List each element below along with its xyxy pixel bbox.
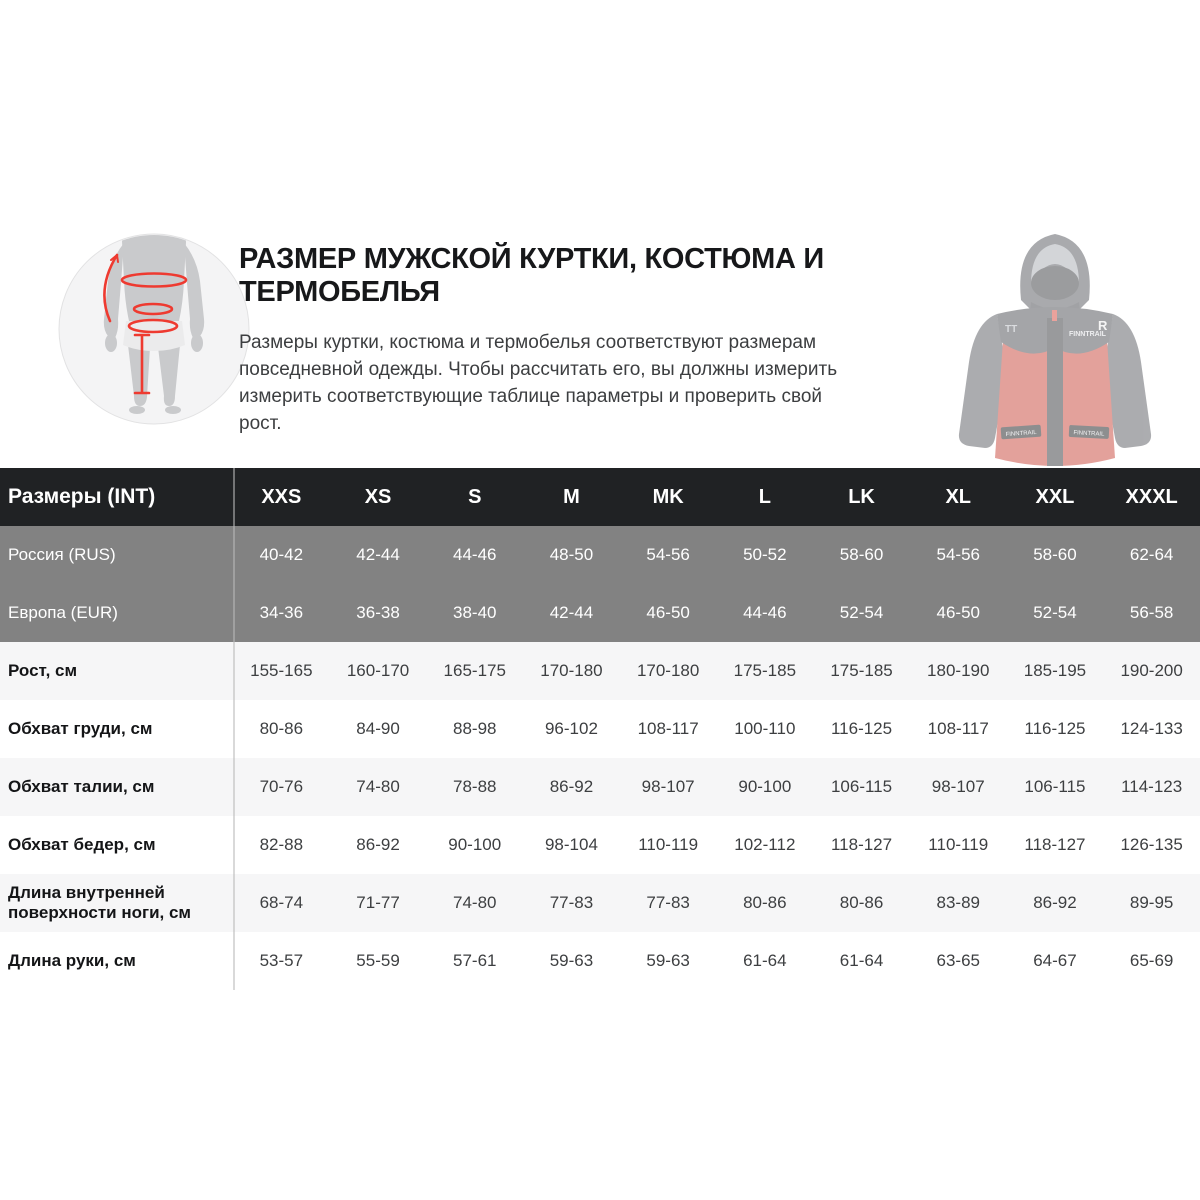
section-title-line: РАЗМЕР МУЖСКОЙ КУРТКИ, КОСТЮМА И [239, 243, 824, 275]
size-value-cell: 54-56 [936, 545, 980, 564]
size-value-cell: 71-77 [356, 893, 400, 912]
size-value-cell: 58-60 [1033, 545, 1077, 564]
size-column-header: XXS [261, 485, 302, 508]
size-value-cell: 106-115 [1024, 777, 1086, 796]
size-value-cell: 160-170 [346, 661, 410, 680]
table-row [0, 526, 1200, 584]
size-value-cell: 116-125 [1024, 719, 1086, 738]
jacket-zip-pull [1052, 310, 1057, 321]
jacket-tt-mark: TT [1005, 324, 1018, 335]
size-column-header: MK [652, 485, 684, 508]
size-value-cell: 46-50 [646, 603, 690, 622]
size-value-cell: 48-50 [549, 545, 594, 564]
pocket-brand-text: FINNTRAIL [1073, 430, 1105, 438]
size-value-cell: 155-165 [250, 661, 313, 680]
size-value-cell: 114-123 [1121, 777, 1183, 796]
size-value-cell: 88-98 [453, 719, 497, 738]
size-value-cell: 82-88 [259, 835, 304, 854]
size-value-cell: 77-83 [549, 893, 594, 912]
section-description [239, 329, 939, 437]
size-table-body [0, 526, 1200, 990]
size-value-cell: 118-127 [1024, 835, 1086, 854]
table-row [0, 700, 1200, 758]
size-value-cell: 190-200 [1120, 661, 1183, 680]
row-label: Длина внутренней поверхности ноги, см [8, 883, 191, 922]
description-line: Размеры куртки, костюма и термобелья соответствуют размерам [239, 332, 817, 353]
size-value-cell: 175-185 [830, 661, 893, 680]
size-value-cell: 86-92 [356, 835, 400, 854]
size-value-cell: 61-64 [839, 951, 884, 970]
size-value-cell: 77-83 [646, 893, 690, 912]
size-value-cell: 180-190 [927, 661, 990, 680]
size-value-cell: 44-46 [743, 603, 787, 622]
size-value-cell: 50-52 [743, 545, 787, 564]
size-value-cell: 98-107 [931, 777, 985, 796]
size-column-header: LK [848, 485, 875, 508]
size-value-cell: 80-86 [839, 893, 884, 912]
row-label: Обхват груди, см [8, 719, 153, 738]
size-value-cell: 68-74 [259, 893, 304, 912]
size-value-cell: 57-61 [453, 951, 497, 970]
description-line: измерить соответствующие таблице параметры и проверить свой [239, 386, 823, 407]
size-value-cell: 34-36 [259, 603, 304, 622]
size-value-cell: 65-69 [1129, 951, 1174, 970]
table-row [0, 874, 1200, 932]
size-value-cell: 38-40 [453, 603, 497, 622]
section-title-line: ТЕРМОБЕЛЬЯ [239, 276, 440, 308]
table-row [0, 758, 1200, 816]
size-value-cell: 106-115 [830, 777, 893, 796]
size-value-cell: 110-119 [928, 835, 989, 854]
size-value-cell: 42-44 [549, 603, 594, 622]
size-value-cell: 59-63 [646, 951, 690, 970]
size-value-cell: 83-89 [936, 893, 980, 912]
row-label: Рост, см [8, 661, 78, 680]
jacket-placket [1047, 318, 1063, 466]
section-title [239, 243, 939, 309]
size-value-cell: 36-38 [356, 603, 400, 622]
size-value-cell: 98-107 [641, 777, 695, 796]
size-value-cell: 58-60 [839, 545, 884, 564]
size-value-cell: 90-100 [448, 835, 502, 854]
size-value-cell: 56-58 [1129, 603, 1174, 622]
size-column-header: XXL [1035, 485, 1075, 508]
size-value-cell: 170-180 [540, 661, 603, 680]
body-measurement-illustration [58, 233, 250, 425]
size-value-cell: 108-117 [637, 719, 699, 738]
size-value-cell: 126-135 [1120, 835, 1183, 854]
size-value-cell: 170-180 [636, 661, 700, 680]
size-value-cell: 90-100 [738, 777, 792, 796]
size-table [0, 468, 1200, 990]
size-column-header: M [563, 485, 580, 508]
row-label: Длина руки, см [8, 951, 136, 970]
size-value-cell: 185-195 [1023, 661, 1087, 680]
size-value-cell: 86-92 [1033, 893, 1077, 912]
size-value-cell: 74-80 [453, 893, 497, 912]
size-value-cell: 53-57 [259, 951, 304, 970]
table-row [0, 584, 1200, 642]
table-header-label: Размеры (INT) [8, 485, 156, 508]
jacket-product-image [945, 222, 1165, 468]
size-value-cell: 54-56 [646, 545, 690, 564]
size-value-cell: 52-54 [1033, 603, 1077, 622]
size-value-cell: 74-80 [356, 777, 400, 796]
row-label: Россия (RUS) [8, 545, 116, 564]
jacket-brand-text: FINNTRAIL [1069, 331, 1106, 338]
size-value-cell: 59-63 [549, 951, 594, 970]
size-value-cell: 78-88 [453, 777, 497, 796]
table-row [0, 932, 1200, 990]
size-column-header: S [468, 485, 482, 508]
description-line: рост. [239, 413, 282, 434]
hood-opening [1031, 266, 1079, 300]
size-column-header: XS [364, 485, 392, 508]
size-value-cell: 55-59 [356, 951, 400, 970]
size-value-cell: 42-44 [356, 545, 400, 564]
size-value-cell: 63-65 [936, 951, 980, 970]
size-value-cell: 110-119 [638, 835, 699, 854]
size-column-header: XXXL [1125, 485, 1178, 508]
size-value-cell: 62-64 [1129, 545, 1174, 564]
size-value-cell: 80-86 [743, 893, 787, 912]
size-value-cell: 116-125 [830, 719, 893, 738]
size-value-cell: 98-104 [544, 835, 598, 854]
size-value-cell: 84-90 [356, 719, 400, 738]
table-row [0, 816, 1200, 874]
size-value-cell: 52-54 [839, 603, 884, 622]
table-header-row [0, 468, 1200, 526]
size-value-cell: 96-102 [544, 719, 598, 738]
row-label: Европа (EUR) [8, 603, 118, 622]
size-value-cell: 86-92 [549, 777, 594, 796]
description-line: повседневной одежды. Чтобы рассчитать его, вы должны измерить [239, 359, 838, 380]
size-value-cell: 118-127 [830, 835, 893, 854]
size-value-cell: 102-112 [734, 835, 796, 854]
size-value-cell: 108-117 [927, 719, 989, 738]
size-value-cell: 80-86 [259, 719, 304, 738]
size-value-cell: 89-95 [1129, 893, 1174, 912]
size-column-header: XL [945, 485, 972, 508]
jacket-r-logo: R [1098, 318, 1108, 333]
size-value-cell: 44-46 [453, 545, 497, 564]
size-value-cell: 46-50 [936, 603, 980, 622]
size-value-cell: 175-185 [733, 661, 797, 680]
size-value-cell: 124-133 [1120, 719, 1183, 738]
size-column-header: L [758, 485, 771, 508]
table-row [0, 642, 1200, 700]
size-value-cell: 100-110 [734, 719, 796, 738]
size-value-cell: 61-64 [743, 951, 787, 970]
size-value-cell: 165-175 [443, 661, 506, 680]
size-value-cell: 70-76 [259, 777, 304, 796]
pocket-brand-text: FINNTRAIL [1005, 429, 1037, 439]
size-value-cell: 64-67 [1033, 951, 1077, 970]
row-label: Обхват бедер, см [8, 835, 156, 854]
row-label: Обхват талии, см [8, 777, 155, 796]
column-divider [233, 468, 235, 990]
size-value-cell: 40-42 [259, 545, 304, 564]
